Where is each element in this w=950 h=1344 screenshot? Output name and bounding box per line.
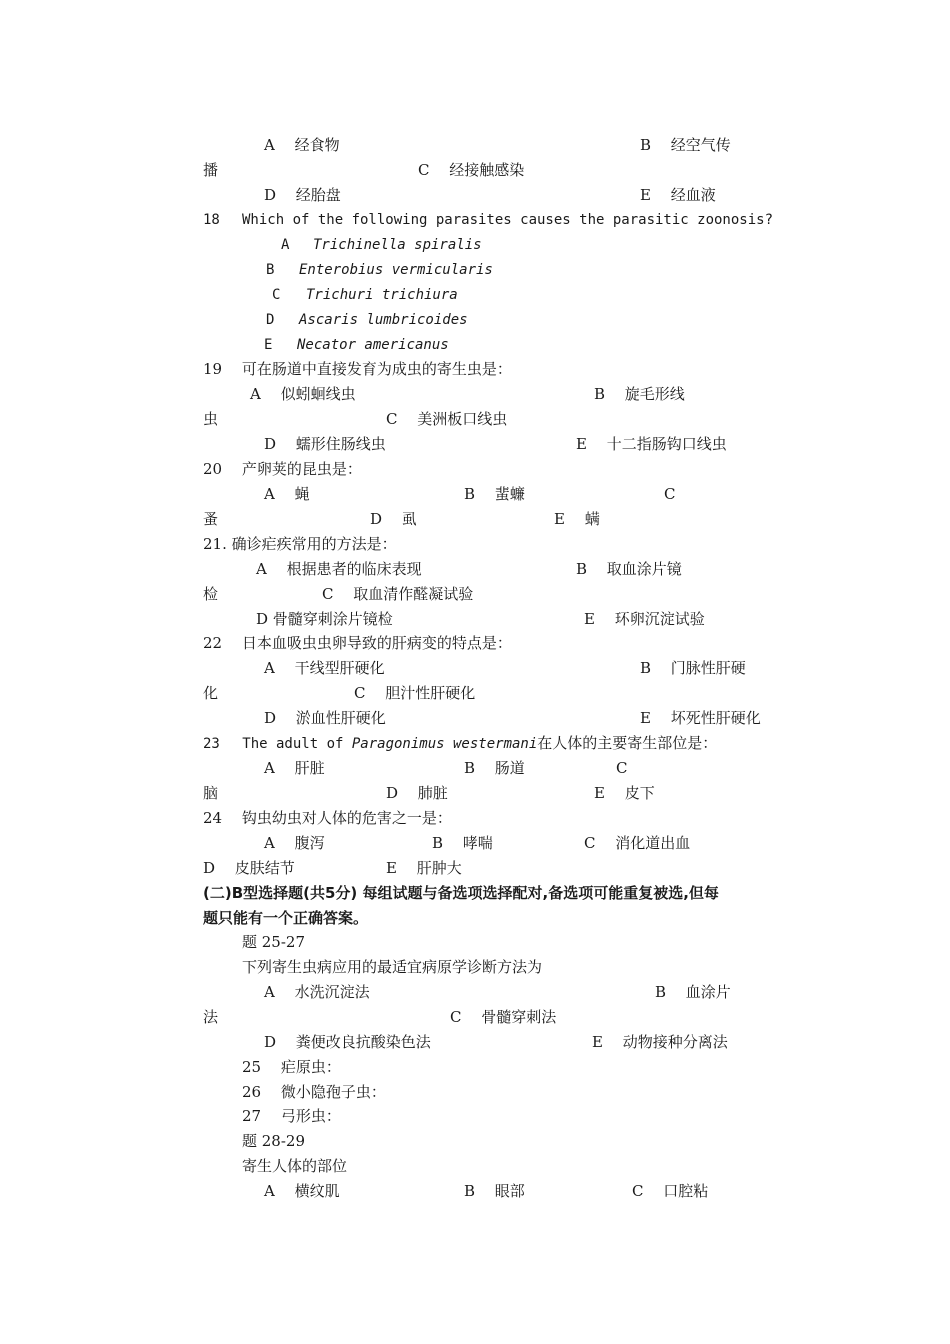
q22-options-row-1 bbox=[0, 658, 950, 683]
q18-stem-line bbox=[0, 210, 950, 235]
q18-option-b-letter: B bbox=[266, 262, 275, 278]
group-25-27-title-line bbox=[0, 932, 950, 957]
q20-options-row-1 bbox=[0, 484, 950, 509]
q17-options-row-3 bbox=[0, 185, 950, 210]
q23-option-c: C bbox=[616, 759, 628, 777]
q23-stem-post: 在人体的主要寄生部位是： bbox=[537, 734, 718, 752]
q26-stem: 26 微小隐孢子虫： bbox=[242, 1083, 386, 1101]
q21-options-row-2 bbox=[0, 584, 950, 609]
group-28-29-option-a: A 横纹肌 bbox=[264, 1182, 340, 1200]
q18-option-a-letter: A bbox=[281, 237, 290, 253]
group-28-29-options-row-1 bbox=[0, 1181, 950, 1206]
group-28-29-title-line bbox=[0, 1131, 950, 1156]
q22-option-a: A 干线型肝硬化 bbox=[264, 659, 385, 677]
q27-stem: 27 弓形虫： bbox=[242, 1107, 341, 1125]
q18-option-a bbox=[0, 235, 950, 260]
group-28-29-stem: 寄生人体的部位 bbox=[242, 1157, 348, 1175]
group-25-27-option-b-wrap: 法 bbox=[203, 1008, 219, 1026]
q21-option-d: D 骨髓穿刺涂片镜检 bbox=[256, 610, 393, 628]
q20-option-a: A 蝇 bbox=[264, 485, 310, 503]
q24-stem-line bbox=[0, 808, 950, 833]
q24-stem: 24 钩虫幼虫对人体的危害之一是： bbox=[203, 809, 452, 827]
q24-options-row-2 bbox=[0, 858, 950, 883]
q21-stem: 21. 确诊疟疾常用的方法是： bbox=[203, 535, 397, 553]
q22-options-row-3 bbox=[0, 708, 950, 733]
section-b-heading-line-2 bbox=[0, 908, 950, 933]
q20-option-b: B 蜚蠊 bbox=[464, 485, 525, 503]
section-b-heading-cont: 题只能有一个正确答案。 bbox=[203, 909, 369, 927]
q22-option-b: B 门脉性肝硬 bbox=[640, 659, 746, 677]
q17-option-b-wrap: 播 bbox=[203, 161, 219, 179]
q17-option-d: D 经胎盘 bbox=[264, 186, 341, 204]
q24-option-b: B 哮喘 bbox=[432, 834, 493, 852]
q24-option-c: C 消化道出血 bbox=[584, 834, 691, 852]
group-25-27-option-d: D 粪便改良抗酸染色法 bbox=[264, 1033, 431, 1051]
q23-option-b: B 肠道 bbox=[464, 759, 525, 777]
q25-stem: 25 疟原虫： bbox=[242, 1058, 341, 1076]
q21-option-e: E 环卵沉淀试验 bbox=[584, 610, 705, 628]
group-25-27-title: 题 25-27 bbox=[242, 933, 306, 951]
q20-option-c-wrap: 蚤 bbox=[203, 510, 219, 528]
q23-option-d: D 肺脏 bbox=[386, 784, 448, 802]
group-25-27-option-a: A 水洗沉淀法 bbox=[264, 983, 370, 1001]
q18-option-c-letter: C bbox=[272, 287, 281, 303]
q19-options-row-3 bbox=[0, 434, 950, 459]
q24-option-a: A 腹泻 bbox=[264, 834, 325, 852]
q17-option-a: A 经食物 bbox=[264, 136, 340, 154]
q18-option-d-text: Ascaris lumbricoides bbox=[299, 312, 468, 328]
q19-option-b: B 旋毛形线 bbox=[594, 385, 685, 403]
q19-stem-line bbox=[0, 359, 950, 384]
q19-options-row-2 bbox=[0, 409, 950, 434]
q20-option-c: C bbox=[664, 485, 676, 503]
q18-option-c-text: Trichuri trichiura bbox=[306, 287, 458, 303]
q24-options-row-1 bbox=[0, 833, 950, 858]
group-28-29-title: 题 28-29 bbox=[242, 1132, 306, 1150]
q18-option-e-letter: E bbox=[264, 337, 273, 353]
q22-stem: 22 日本血吸虫虫卵导致的肝病变的特点是： bbox=[203, 634, 512, 652]
q21-stem-line bbox=[0, 534, 950, 559]
q22-option-b-wrap: 化 bbox=[203, 684, 219, 702]
group-25-27-option-c: C 骨髓穿刺法 bbox=[450, 1008, 557, 1026]
q25-line bbox=[0, 1057, 950, 1082]
q23-option-c-wrap: 脑 bbox=[203, 784, 219, 802]
q23-option-a: A 肝脏 bbox=[264, 759, 325, 777]
q19-option-c: C 美洲板口线虫 bbox=[386, 410, 508, 428]
q23-stem bbox=[203, 733, 717, 754]
group-28-29-option-c: C 口腔粘 bbox=[632, 1182, 709, 1200]
group-25-27-options-row-2 bbox=[0, 1007, 950, 1032]
q18-option-b-text: Enterobius vermicularis bbox=[299, 262, 493, 278]
q18-option-c bbox=[0, 285, 950, 310]
q23-option-e: E 皮下 bbox=[594, 784, 655, 802]
q17-option-c: C 经接触感染 bbox=[418, 161, 525, 179]
group-25-27-stem-line bbox=[0, 957, 950, 982]
q22-option-e: E 坏死性肝硬化 bbox=[640, 709, 761, 727]
q23-options-row-1 bbox=[0, 758, 950, 783]
q19-option-b-wrap: 虫 bbox=[203, 410, 219, 428]
q20-option-e: E 螨 bbox=[554, 510, 600, 528]
q27-line bbox=[0, 1106, 950, 1131]
q22-option-d: D 淤血性肝硬化 bbox=[264, 709, 386, 727]
q18-option-e bbox=[0, 335, 950, 360]
q21-option-c: C 取血清作醛凝试验 bbox=[322, 585, 474, 603]
q22-stem-line bbox=[0, 633, 950, 658]
q19-option-e: E 十二指肠钩口线虫 bbox=[576, 435, 727, 453]
q18-option-e-text: Necator americanus bbox=[297, 337, 449, 353]
q20-option-d: D 虱 bbox=[370, 510, 417, 528]
q22-option-c: C 胆汁性肝硬化 bbox=[354, 684, 476, 702]
q21-option-b-wrap: 检 bbox=[203, 585, 219, 603]
q20-stem-line bbox=[0, 459, 950, 484]
q20-options-row-2 bbox=[0, 509, 950, 534]
group-25-27-options-row-3 bbox=[0, 1032, 950, 1057]
q24-option-e: E 肝肿大 bbox=[386, 859, 462, 877]
q21-option-b: B 取血涂片镜 bbox=[576, 560, 682, 578]
q22-options-row-2 bbox=[0, 683, 950, 708]
q20-stem: 20 产卵荚的昆虫是： bbox=[203, 460, 362, 478]
q23-stem-pre: 23 The adult of bbox=[203, 736, 352, 752]
q17-options-row-1 bbox=[0, 135, 950, 160]
q18-number: 18 bbox=[203, 212, 220, 228]
q18-option-d bbox=[0, 310, 950, 335]
q18-option-a-text: Trichinella spiralis bbox=[313, 237, 482, 253]
q19-options-row-1 bbox=[0, 384, 950, 409]
group-25-27-option-b: B 血涂片 bbox=[655, 983, 731, 1001]
q23-stem-line bbox=[0, 733, 950, 758]
group-25-27-stem: 下列寄生虫病应用的最适宜病原学诊断方法为 bbox=[242, 958, 543, 976]
q17-option-b: B 经空气传 bbox=[640, 136, 731, 154]
section-b-heading-line-1 bbox=[0, 883, 950, 908]
q21-options-row-3 bbox=[0, 609, 950, 634]
q19-stem: 19 可在肠道中直接发育为成虫的寄生虫是： bbox=[203, 360, 512, 378]
q24-option-d: D 皮肤结节 bbox=[203, 859, 295, 877]
group-28-29-option-b: B 眼部 bbox=[464, 1182, 525, 1200]
q18-option-d-letter: D bbox=[266, 312, 275, 328]
section-b-heading: (二)B型选择题(共5分) 每组试题与备选项选择配对,备选项可能重复被选,但每 bbox=[203, 884, 719, 902]
group-25-27-option-e: E 动物接种分离法 bbox=[592, 1033, 728, 1051]
group-25-27-options-row-1 bbox=[0, 982, 950, 1007]
group-28-29-stem-line bbox=[0, 1156, 950, 1181]
q18-stem: Which of the following parasites causes the parasitic zoonosis? bbox=[242, 212, 774, 228]
q17-options-row-2 bbox=[0, 160, 950, 185]
q23-options-row-2 bbox=[0, 783, 950, 808]
q19-option-a: A 似蚓蛔线虫 bbox=[250, 385, 356, 403]
q21-option-a: A 根据患者的临床表现 bbox=[256, 560, 422, 578]
q18-option-b bbox=[0, 260, 950, 285]
q21-options-row-1 bbox=[0, 559, 950, 584]
q17-option-e: E 经血液 bbox=[640, 186, 716, 204]
q23-species: Paragonimus westermani bbox=[351, 736, 538, 752]
q19-option-d: D 蠕形住肠线虫 bbox=[264, 435, 386, 453]
q26-line bbox=[0, 1082, 950, 1107]
